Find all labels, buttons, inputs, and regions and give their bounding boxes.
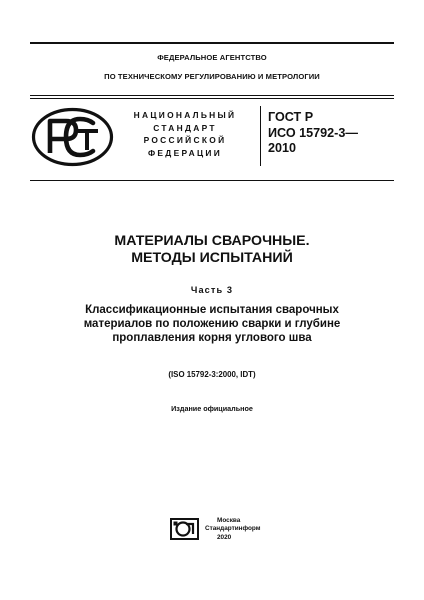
standard-designation [268,110,358,157]
subtitle-line-2: материалов по положению сварки и глубине [83,317,341,330]
vertical-divider [260,106,261,166]
subtitle-line-3: проплавления корня углового шва [112,331,312,344]
iso-reference: (ISO 15792-3:2000, IDT) [168,370,256,379]
designation-line-2: ИСО 15792-3— [268,125,358,140]
national-standard-line: СТАНДАРТ [153,122,217,133]
top-rule [30,42,394,44]
national-standard-line: РОССИЙСКОЙ [143,135,227,146]
publisher-year: 2020 [217,533,232,541]
national-standard-line: НАЦИОНАЛЬНЫЙ [133,110,237,120]
edition-label: Издание официальное [171,404,253,413]
national-standard-label [122,109,248,159]
part-label: Часть 3 [190,285,234,295]
title-line-2: МЕТОДЫ ИСПЫТАНИЙ [131,249,293,266]
gost-r-certification-mark-icon [30,106,115,168]
header-bottom-rule [30,180,394,181]
title-line-1: МАТЕРИАЛЫ СВАРОЧНЫЕ. [114,233,310,249]
designation-line-1: ГОСТ Р [268,110,314,124]
subtitle-line-1: Классификационные испытания сварочных [85,304,339,316]
agency-line-2: ПО ТЕХНИЧЕСКОМУ РЕГУЛИРОВАНИЮ И МЕТРОЛОГИИ [104,72,320,81]
national-standard-line: ФЕДЕРАЦИИ [147,147,223,158]
agency-line-1: ФЕДЕРАЛЬНОЕ АГЕНТСТВО [157,53,267,62]
designation-line-3: 2010 [268,141,297,156]
publisher-name: Стандартинформ [205,525,261,533]
double-rule-upper [30,95,394,96]
document-title [0,233,424,266]
double-rule-lower [30,98,394,99]
publisher-info [205,517,260,542]
standartinform-logo-icon [170,518,199,540]
publisher-city: Москва [217,517,241,524]
document-subtitle [0,304,424,346]
